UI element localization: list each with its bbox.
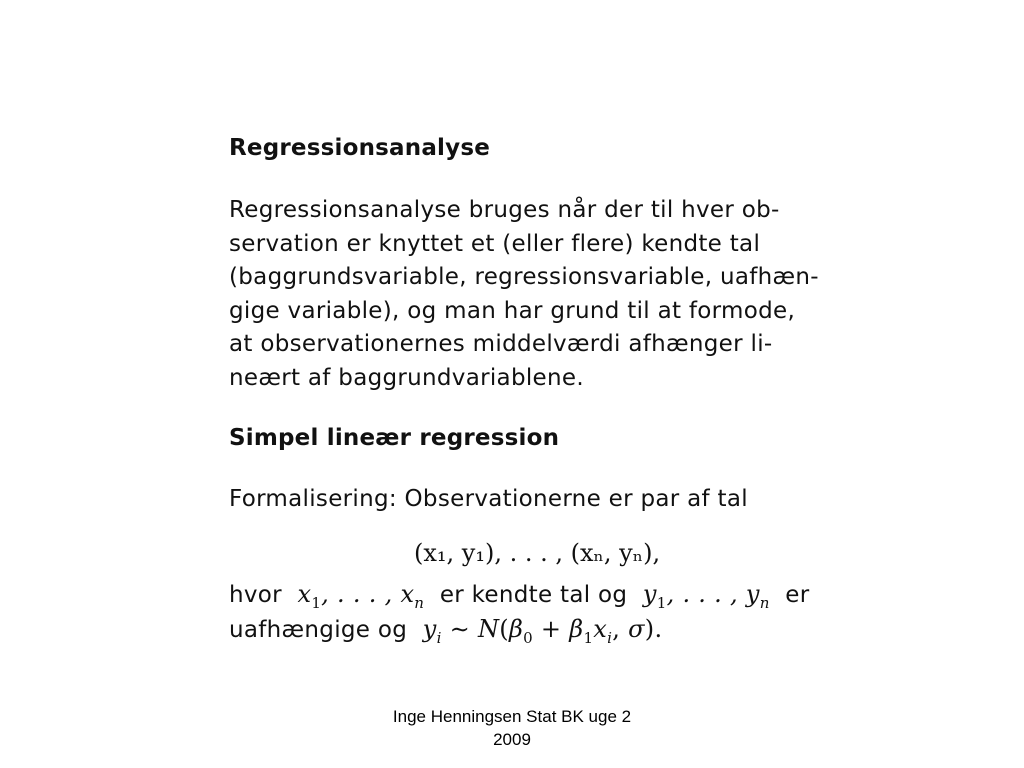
display-equation: (x₁, y₁), . . . , (xₙ, yₙ),	[414, 539, 661, 567]
intro-line: gige variable), og man har grund til at formode,	[229, 297, 796, 324]
uafhaengige-text: uafhængige og	[229, 616, 408, 643]
footer-line-2: 2009	[493, 730, 531, 749]
er-text: er	[785, 582, 810, 608]
x-sequence-math: $x_1$, . . . , $x_n$	[289, 580, 425, 612]
heading-simpel-lineaer-regression: Simpel lineær regression	[229, 425, 560, 451]
intro-line: (baggrundsvariable, regressionsvariable, uafhæn-	[229, 264, 819, 290]
y-sequence-math: $y_1$, . . . , $y_n$	[634, 580, 770, 612]
uafhaengige-line	[229, 613, 810, 648]
slide-footer	[338, 705, 686, 751]
footer-line-1: Inge Henningsen Stat BK uge 2	[392, 707, 632, 726]
intro-paragraph	[229, 194, 819, 395]
heading-regressionsanalyse: Regressionsanalyse	[229, 135, 491, 161]
formalisering-text: Formalisering: Observationerne er par af tal	[229, 486, 748, 512]
intro-line: servation er knyttet et (eller flere) kendte tal	[229, 230, 761, 257]
hvor-paragraph	[229, 578, 810, 647]
distribution-math: $y_i$ ∼ $N(\beta_0 + \beta_1x_i$, σ).	[414, 614, 663, 647]
intro-line: Regressionsanalyse bruges når der til hver ob-	[229, 197, 780, 223]
hvor-text: hvor	[229, 582, 282, 608]
kendte-tal-text: er kendte tal og	[439, 582, 628, 608]
intro-line: neært af baggrundvariablene.	[229, 364, 584, 391]
hvor-line	[229, 578, 810, 613]
intro-line: at observationernes middelværdi afhænger li-	[229, 331, 773, 357]
